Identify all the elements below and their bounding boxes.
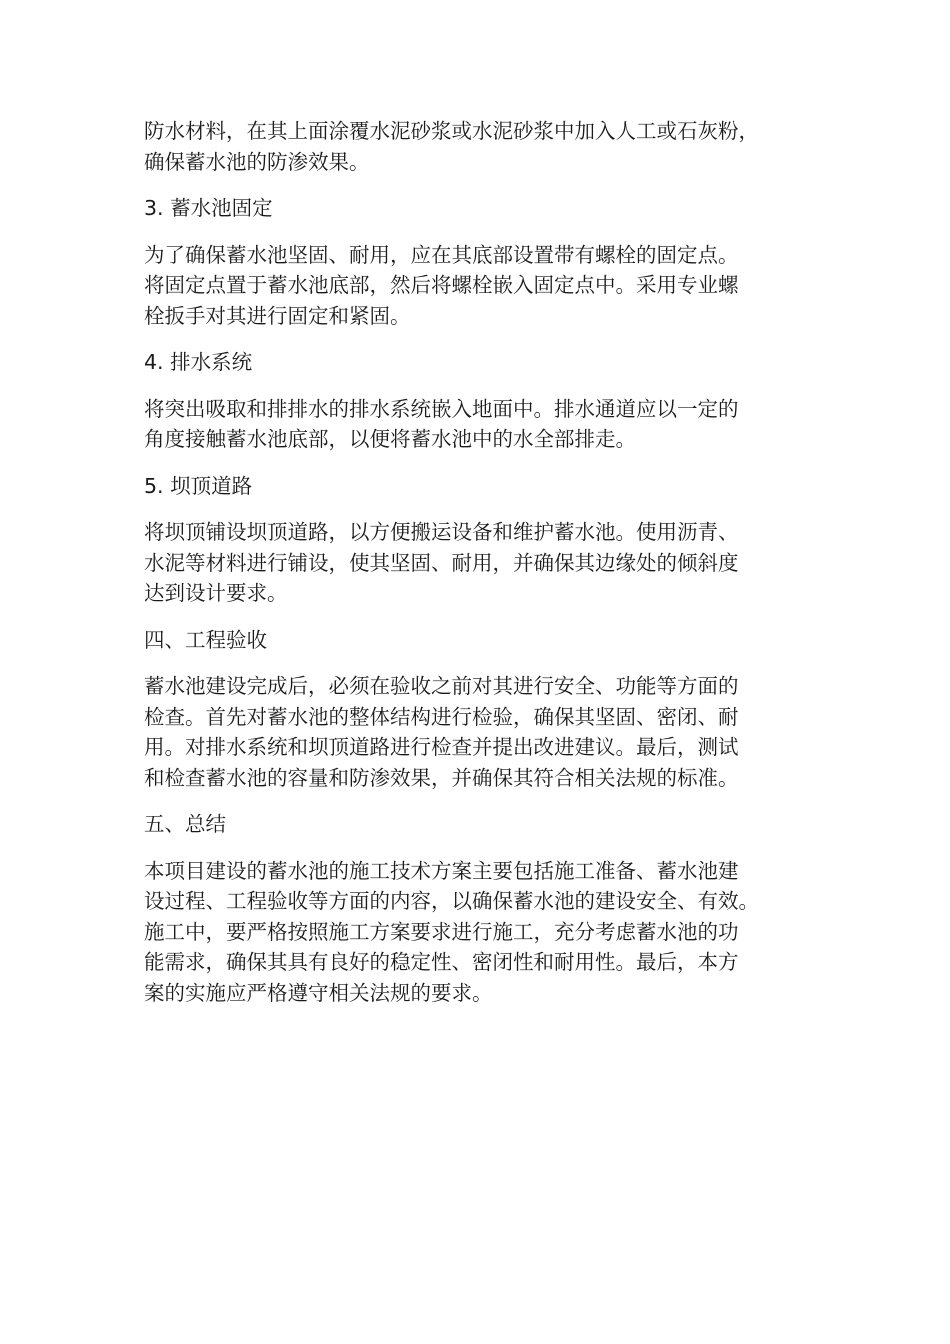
heading-acceptance: 四、工程验收: [144, 627, 267, 652]
paragraph-summary: 本项目建设的蓄水池的施工技术方案主要包括施工准备、蓄水池建 设过程、工程验收等方面的内容，以确保蓄水池的建设安全、有效。 施工中，要严格按照施工方案要求进行施工，充分考虑蓄水池的功 能需求，确保其具有良好的稳定性、密闭性和耐用性。最后，本方 案的实施应严格遵守相关法规的要求。: [144, 858, 759, 1005]
heading-summary: 五、总结: [144, 812, 226, 836]
heading-reservoir-fixing: 3. 蓄水池固定: [144, 196, 273, 220]
paragraph-drainage-system: 将突出吸取和排排水的排水系统嵌入地面中。排水通道应以一定的 角度接触蓄水池底部，以便将蓄水池中的水全部排走。: [144, 396, 739, 451]
paragraph-waterproofing: 防水材料，在其上面涂覆水泥砂浆或水泥砂浆中加入人工或石灰粉， 确保蓄水池的防渗效果。: [144, 119, 759, 174]
heading-drainage-system: 4. 排水系统: [144, 350, 253, 374]
paragraph-dam-top-road: 将坝顶铺设坝顶道路，以方便搬运设备和维护蓄水池。使用沥青、 水泥等材料进行铺设，使其坚固、耐用，并确保其边缘处的倾斜度 达到设计要求。: [144, 520, 739, 605]
paragraph-reservoir-fixing: 为了确保蓄水池坚固、耐用，应在其底部设置带有螺栓的固定点。 将固定点置于蓄水池底部，然后将螺栓嵌入固定点中。采用专业螺 栓扳手对其进行固定和紧固。: [144, 242, 739, 328]
document-body: [144, 116, 824, 1008]
paragraph-acceptance: 蓄水池建设完成后，必须在验收之前对其进行安全、功能等方面的 检查。首先对蓄水池的整体结构进行检验，确保其坚固、密闭、耐 用。对排水系统和坝顶道路进行检查并提出改进建议。最后，测试 和检查蓄水池的容量和防渗效果，并确保其符合相关法规的标准。: [144, 674, 739, 790]
heading-dam-top-road: 5. 坝顶道路: [144, 473, 253, 498]
